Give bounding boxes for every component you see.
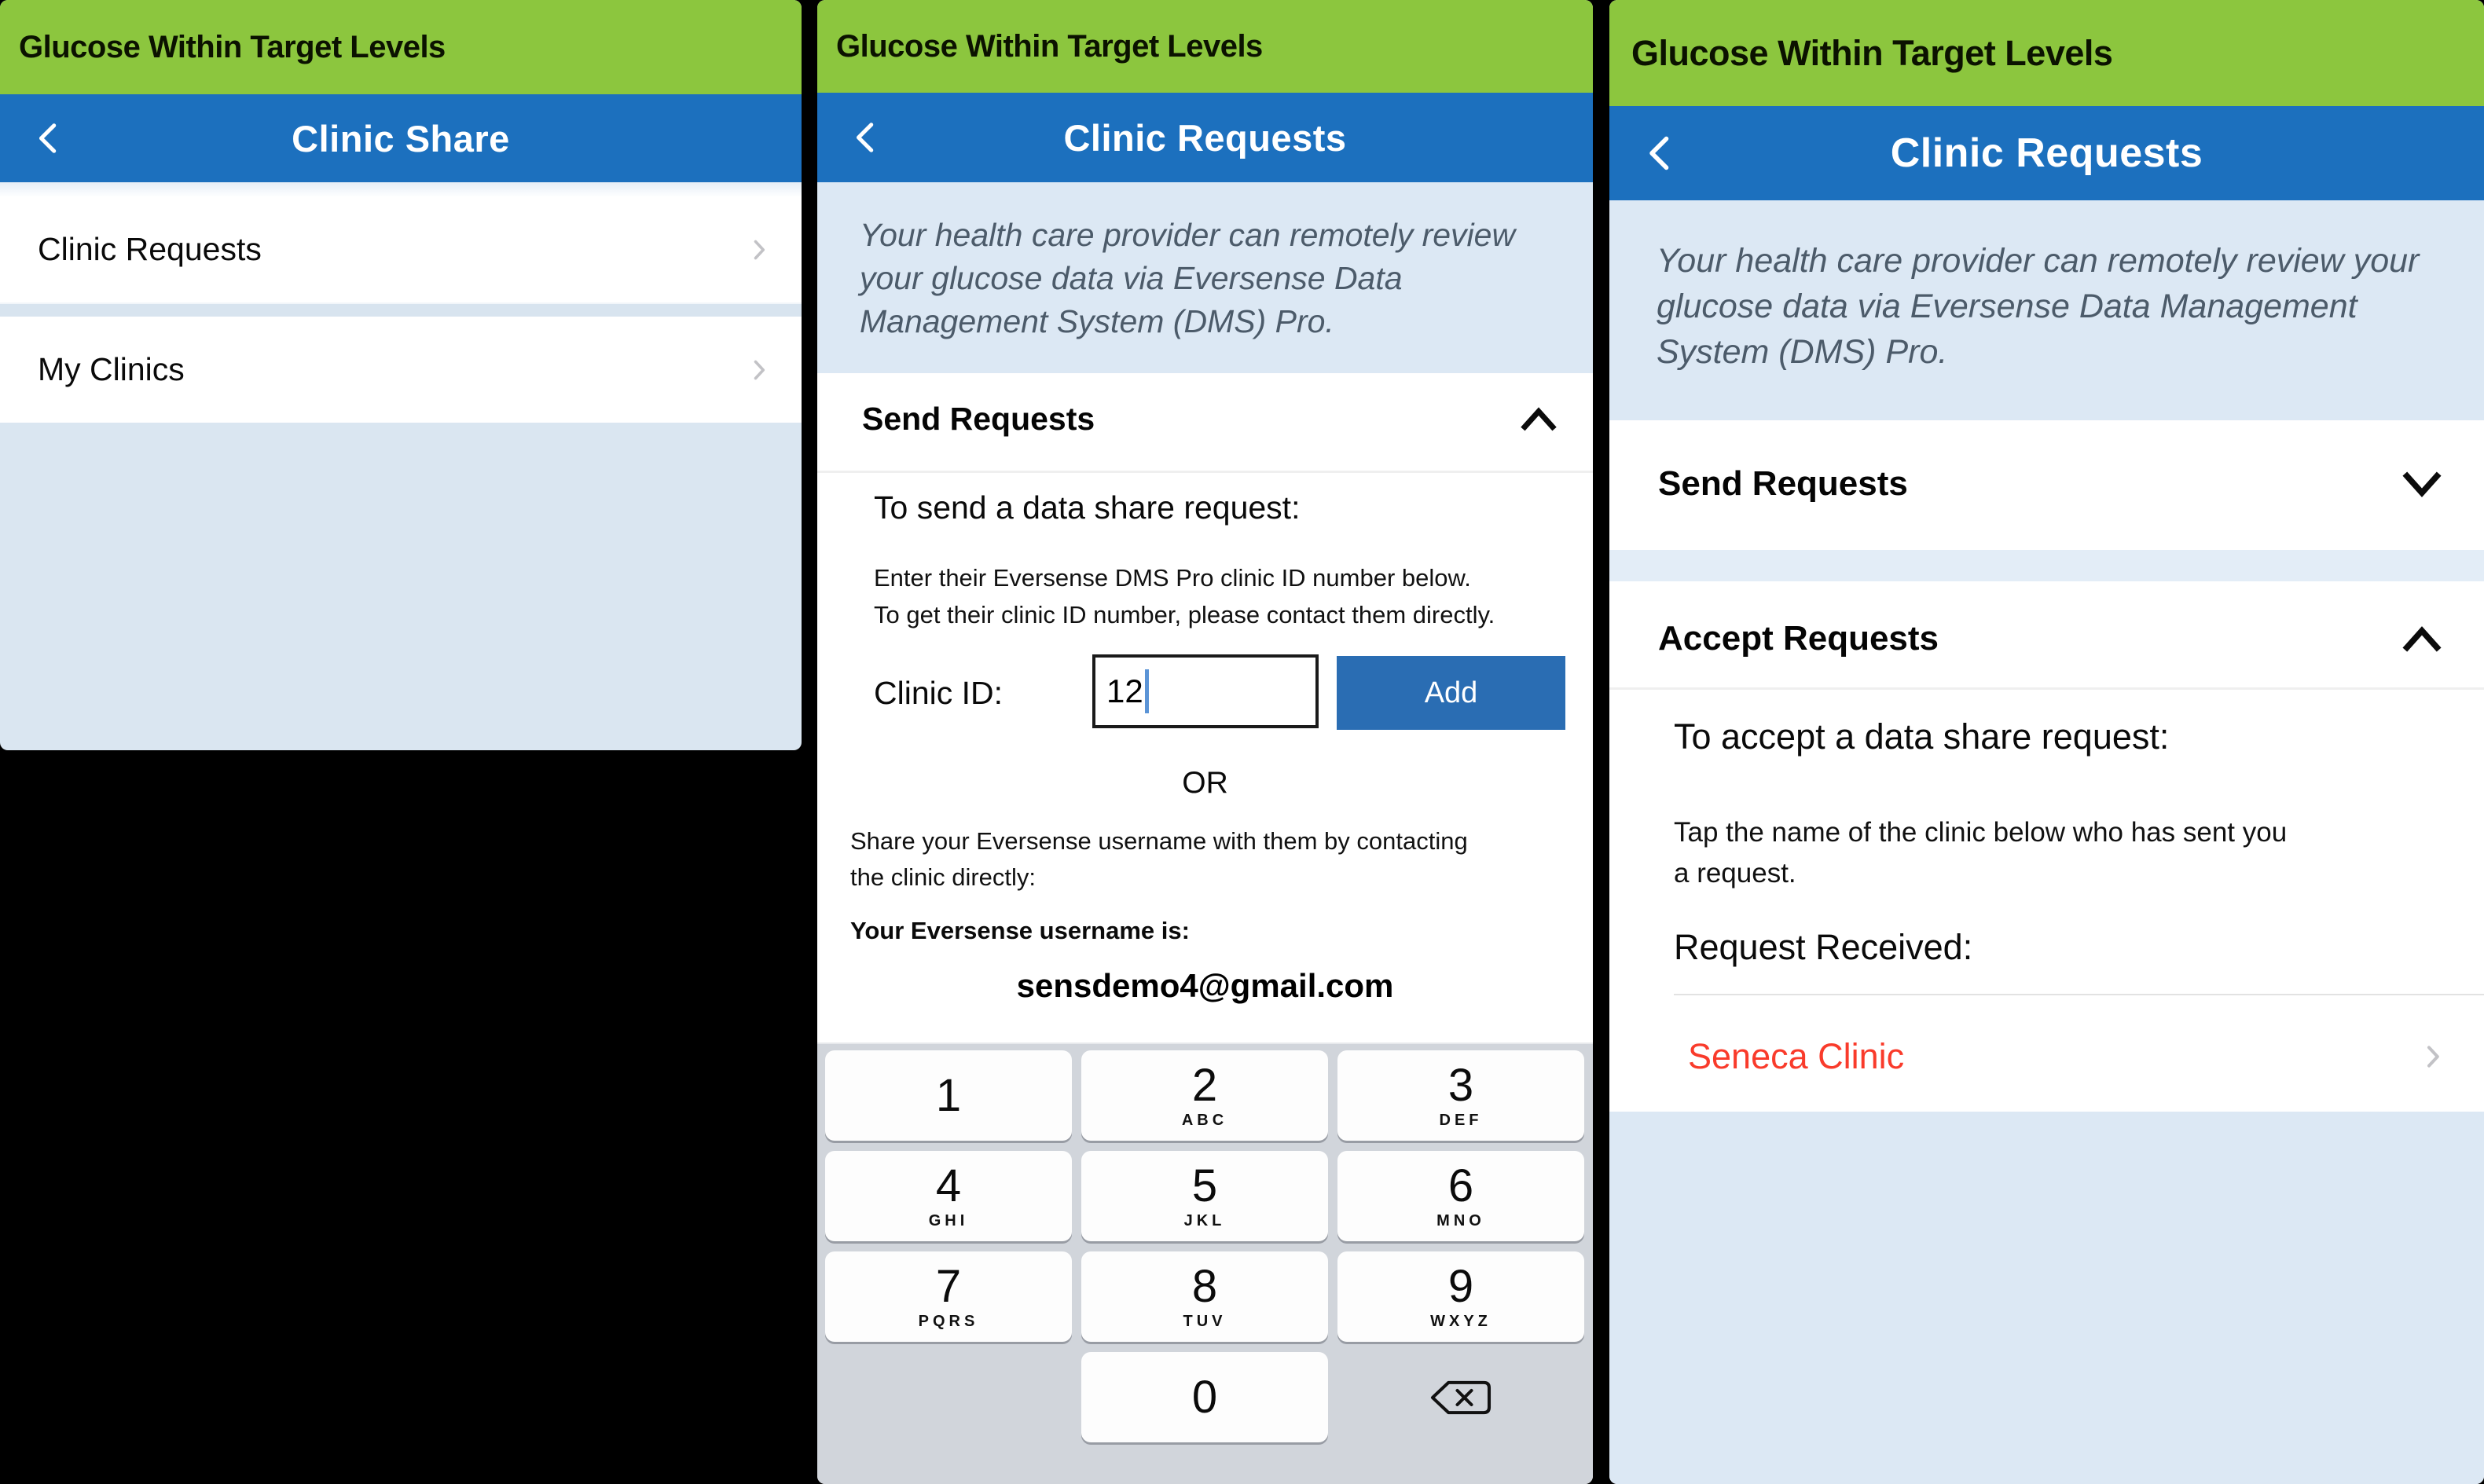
- key-3[interactable]: [1337, 1050, 1584, 1141]
- request-received-label: Request Received:: [1674, 927, 1973, 967]
- key-digit: 6: [1447, 1160, 1474, 1211]
- key-6[interactable]: [1337, 1151, 1584, 1241]
- backspace-icon: [1423, 1376, 1499, 1419]
- intro-text: Your health care provider can remotely review your glucose data via Eversense Data Management System (DMS) Pro.: [817, 182, 1593, 373]
- section-divider: [1609, 687, 2484, 690]
- key-letters: PQRS: [918, 1312, 979, 1330]
- section-title: Send Requests: [1658, 464, 1908, 503]
- background-fill: [1609, 1112, 2484, 1484]
- add-button[interactable]: [1337, 656, 1565, 730]
- section-title: Send Requests: [862, 400, 1095, 437]
- list-item-clinic-requests[interactable]: [0, 196, 802, 302]
- key-4[interactable]: [825, 1151, 1072, 1241]
- back-button[interactable]: [20, 94, 79, 182]
- add-button-label: Add: [1424, 676, 1478, 709]
- numeric-keypad: [817, 1042, 1593, 1484]
- chevron-down-icon: [2401, 467, 2443, 500]
- accept-heading: To accept a data share request:: [1674, 716, 2170, 757]
- list-item-label: My Clinics: [38, 351, 185, 387]
- key-letters: JKL: [1183, 1211, 1226, 1229]
- intro-text: Your health care provider can remotely review your glucose data via Eversense Data Management System (DMS) Pro.: [1609, 200, 2484, 420]
- section-divider: [817, 471, 1593, 473]
- send-instruction-line2: To get their clinic ID number, please contact them directly.: [874, 601, 1495, 628]
- key-letters: WXYZ: [1430, 1312, 1492, 1330]
- chevron-left-icon: [849, 115, 885, 160]
- key-0[interactable]: [1081, 1352, 1328, 1442]
- key-9[interactable]: [1337, 1251, 1584, 1342]
- header-divider: [0, 182, 802, 196]
- key-digit: 3: [1447, 1059, 1474, 1111]
- key-2[interactable]: [1081, 1050, 1328, 1141]
- list-item-my-clinics[interactable]: [0, 317, 802, 423]
- screen-clinic-requests-send: [817, 0, 1593, 1484]
- key-digit: 0: [1191, 1371, 1218, 1423]
- accept-instruction-line1: Tap the name of the clinic below who has sent you: [1674, 817, 2288, 848]
- key-letters: DEF: [1439, 1111, 1483, 1129]
- send-instruction-line1: Enter their Eversense DMS Pro clinic ID number below.: [874, 564, 1471, 592]
- status-title: Glucose Within Target Levels: [836, 28, 1263, 64]
- nav-bar: [817, 93, 1593, 182]
- key-8[interactable]: [1081, 1251, 1328, 1342]
- chevron-up-icon: [1519, 403, 1558, 434]
- key-1[interactable]: [825, 1050, 1072, 1141]
- key-digit: 8: [1191, 1260, 1218, 1312]
- key-digit: 9: [1447, 1260, 1474, 1312]
- screen-clinic-requests-accept: [1609, 0, 2484, 1484]
- clinic-id-input[interactable]: [1092, 654, 1319, 728]
- accept-requests-section: [1609, 581, 2484, 1112]
- status-title: Glucose Within Target Levels: [19, 29, 446, 64]
- section-spacer: [1609, 550, 2484, 581]
- status-banner: [817, 0, 1593, 93]
- key-digit: 5: [1191, 1160, 1218, 1211]
- key-letters: GHI: [928, 1211, 969, 1229]
- key-7[interactable]: [825, 1251, 1072, 1342]
- nav-title: Clinic Requests: [1890, 130, 2203, 176]
- chevron-right-icon: [745, 353, 773, 387]
- status-banner: [0, 0, 802, 94]
- key-5[interactable]: [1081, 1151, 1328, 1241]
- key-digit: 7: [935, 1260, 962, 1312]
- share-line1: Share your Eversense username with them by contacting: [850, 827, 1468, 855]
- back-button[interactable]: [1630, 106, 1693, 200]
- status-title: Glucose Within Target Levels: [1631, 32, 2113, 73]
- key-letters: ABC: [1181, 1111, 1228, 1129]
- key-digit: 1: [935, 1069, 962, 1121]
- nav-bar: [0, 94, 802, 182]
- key-letters: MNO: [1436, 1211, 1485, 1229]
- backspace-key[interactable]: [1337, 1352, 1584, 1442]
- send-requests-header[interactable]: [1658, 449, 2443, 519]
- back-button[interactable]: [838, 93, 896, 182]
- key-digit: 2: [1191, 1059, 1218, 1111]
- clinic-id-label: Clinic ID:: [874, 675, 1004, 711]
- nav-title: Clinic Requests: [1063, 116, 1347, 159]
- clinic-request-row-seneca[interactable]: [1609, 1006, 2484, 1108]
- clinic-name: Seneca Clinic: [1688, 1036, 1905, 1076]
- username-value: sensdemo4@gmail.com: [1016, 967, 1394, 1004]
- send-requests-header[interactable]: [862, 386, 1558, 452]
- chevron-left-icon: [31, 115, 68, 161]
- status-banner: [1609, 0, 2484, 106]
- nav-bar: [1609, 106, 2484, 200]
- send-requests-section: [817, 373, 1593, 1042]
- section-title: Accept Requests: [1658, 619, 1939, 658]
- accept-instruction-line2: a request.: [1674, 858, 1796, 889]
- accept-requests-header[interactable]: [1658, 603, 2443, 674]
- nav-title: Clinic Share: [292, 117, 510, 159]
- chevron-right-icon: [2417, 1038, 2449, 1075]
- list-item-label: Clinic Requests: [38, 231, 262, 267]
- key-digit: 4: [935, 1160, 962, 1211]
- chevron-up-icon: [2401, 622, 2443, 655]
- share-line2: the clinic directly:: [850, 863, 1037, 891]
- send-heading: To send a data share request:: [874, 489, 1301, 526]
- row-divider: [1674, 994, 2484, 995]
- send-requests-section: [1609, 420, 2484, 550]
- chevron-right-icon: [745, 233, 773, 267]
- or-label: OR: [1182, 766, 1228, 800]
- clinic-id-value: 12: [1106, 672, 1143, 709]
- text-cursor: [1145, 669, 1149, 713]
- chevron-left-icon: [1641, 128, 1682, 178]
- screen-clinic-share: [0, 0, 802, 750]
- username-label: Your Eversense username is:: [850, 917, 1190, 944]
- key-letters: TUV: [1183, 1312, 1227, 1330]
